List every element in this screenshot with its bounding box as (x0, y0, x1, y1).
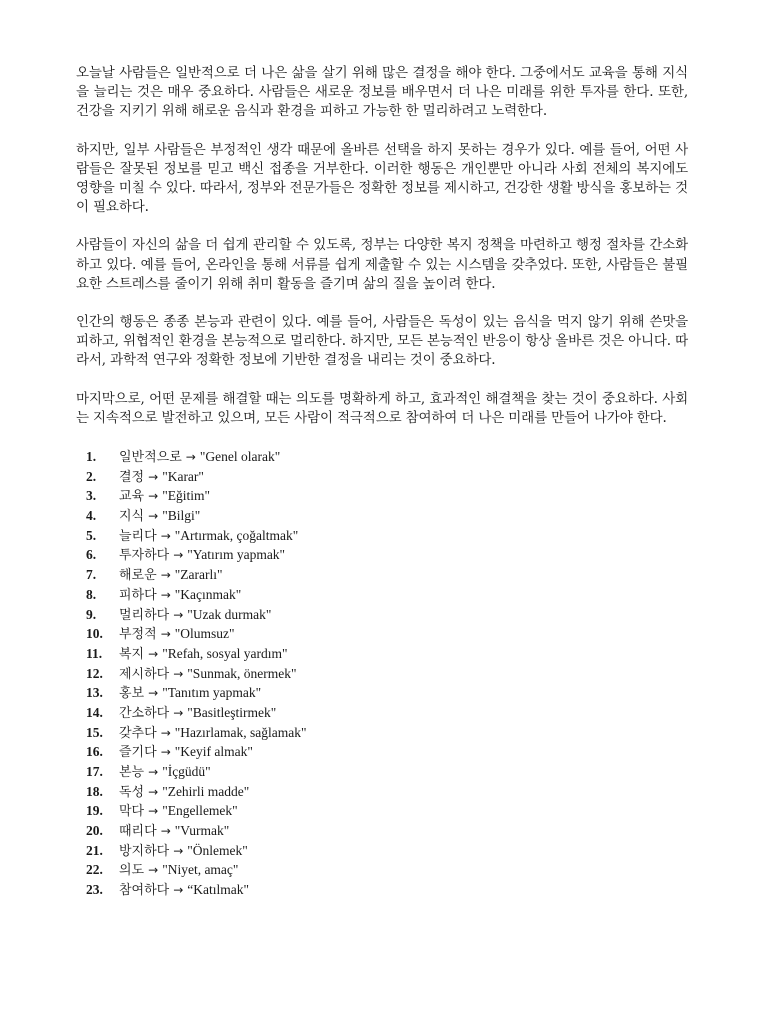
item-number: 10. (86, 626, 103, 642)
korean-term: 해로운 (119, 568, 157, 584)
turkish-translation: "Vurmak" (174, 823, 230, 839)
korean-term: 결정 (119, 469, 145, 485)
item-number: 8. (86, 586, 97, 602)
vocabulary-item (76, 486, 688, 506)
korean-term: 일반적으로 (119, 450, 182, 466)
turkish-translation: "Keyif almak" (174, 744, 253, 760)
vocabulary-item (76, 624, 688, 644)
korean-term: 참여하다 (119, 883, 170, 899)
item-number: 16. (86, 744, 103, 760)
korean-term: 늘리다 (119, 528, 157, 544)
vocabulary-item (76, 644, 688, 664)
item-number: 2. (86, 468, 97, 484)
paragraph-4: 인간의 행동은 종종 본능과 관련이 있다. 예를 들어, 사람들은 독성이 있는 음식을 먹지 않기 위해 쓴맛을 피하고, 위협적인 환경을 본능적으로 멀리한다. 하지만, 모든 본능적인 반응이 항상 올바른 것은 아니다. 따라서, 과학적 연구와 정확한 정보에 기반한 결정을 내리는 것이 중요하다. (76, 314, 688, 369)
arrow-right-icon: → (148, 784, 159, 799)
korean-term: 홍보 (119, 686, 145, 702)
vocabulary-list (76, 447, 688, 900)
korean-term: 방지하다 (119, 843, 170, 859)
item-number: 17. (86, 764, 103, 780)
korean-term: 의도 (119, 863, 145, 879)
korean-term: 갖추다 (119, 725, 157, 741)
paragraph-3: 사람들이 자신의 삶을 더 쉽게 관리할 수 있도록, 정부는 다양한 복지 정책을 마련하고 행정 절차를 간소화하고 있다. 예를 들어, 온라인을 통해 서류를 쉽게 제출할 수 있는 시스템을 갖추었다. 또한, 사람들은 불필요한 스트레스를 줄이기 위해 취미 활동을 즐기며 삶의 질을 높이려 한다. (76, 237, 688, 292)
korean-term: 멀리하다 (119, 607, 170, 623)
arrow-right-icon: → (148, 509, 159, 524)
arrow-right-icon: → (148, 489, 159, 504)
turkish-translation: “Katılmak" (187, 882, 250, 898)
item-number: 21. (86, 842, 103, 858)
arrow-right-icon: → (173, 883, 184, 898)
turkish-translation: "Zararlı" (174, 567, 223, 583)
vocabulary-item (76, 605, 688, 625)
item-number: 19. (86, 803, 103, 819)
turkish-translation: "Hazırlamak, sağlamak" (174, 724, 307, 740)
arrow-right-icon: → (173, 705, 184, 720)
vocabulary-item (76, 723, 688, 743)
vocabulary-item (76, 664, 688, 684)
turkish-translation: "Genel olarak" (199, 449, 281, 465)
arrow-right-icon: → (173, 548, 184, 563)
korean-term: 독성 (119, 784, 145, 800)
paragraph-2: 하지만, 일부 사람들은 부정적인 생각 때문에 올바른 선택을 하지 못하는 경우가 있다. 예를 들어, 어떤 사람들은 잘못된 정보를 믿고 백신 접종을 거부한다. 이러한 행동은 개인뿐만 아니라 사회 전체의 복지에도 영향을 미칠 수 있다. 따라서, 정부와 전문가들은 정확한 정보를 제시하고, 건강한 생활 방식을 홍보하는 것이 필요하다. (76, 141, 688, 216)
document-page (76, 64, 688, 900)
arrow-right-icon: → (148, 765, 159, 780)
turkish-translation: "Artırmak, çoğaltmak" (174, 527, 299, 543)
turkish-translation: "Uzak durmak" (187, 606, 272, 622)
vocabulary-item (76, 447, 688, 467)
arrow-right-icon: → (148, 646, 159, 661)
arrow-right-icon: → (173, 843, 184, 858)
essay-body (76, 64, 688, 428)
item-number: 7. (86, 567, 97, 583)
vocabulary-item (76, 585, 688, 605)
arrow-right-icon: → (160, 528, 171, 543)
vocabulary-item (76, 742, 688, 762)
vocabulary-item (76, 821, 688, 841)
turkish-translation: "Olumsuz" (174, 626, 235, 642)
vocabulary-item (76, 841, 688, 861)
turkish-translation: "Yatırım yapmak" (187, 547, 286, 563)
arrow-right-icon: → (148, 804, 159, 819)
turkish-translation: "Niyet, amaç" (162, 862, 239, 878)
vocabulary-item (76, 565, 688, 585)
item-number: 4. (86, 508, 97, 524)
item-number: 23. (86, 882, 103, 898)
korean-term: 즐기다 (119, 745, 157, 761)
item-number: 18. (86, 783, 103, 799)
vocabulary-item (76, 467, 688, 487)
vocabulary-item (76, 703, 688, 723)
vocabulary-item (76, 506, 688, 526)
item-number: 11. (86, 645, 103, 661)
item-number: 13. (86, 685, 103, 701)
turkish-translation: "Bilgi" (162, 508, 201, 524)
turkish-translation: "Refah, sosyal yardım" (162, 645, 288, 661)
vocabulary-item (76, 545, 688, 565)
turkish-translation: "Zehirli madde" (162, 783, 250, 799)
turkish-translation: "Tanıtım yapmak" (162, 685, 262, 701)
korean-term: 교육 (119, 489, 145, 505)
item-number: 3. (86, 488, 97, 504)
arrow-right-icon: → (173, 666, 184, 681)
vocabulary-item (76, 762, 688, 782)
item-number: 14. (86, 704, 103, 720)
vocabulary-item (76, 801, 688, 821)
korean-term: 제시하다 (119, 666, 170, 682)
arrow-right-icon: → (148, 863, 159, 878)
turkish-translation: "Sunmak, önermek" (187, 665, 297, 681)
turkish-translation: "Engellemek" (162, 803, 238, 819)
korean-term: 부정적 (119, 627, 157, 643)
vocabulary-item (76, 683, 688, 703)
item-number: 5. (86, 527, 97, 543)
item-number: 6. (86, 547, 97, 563)
vocabulary-item (76, 860, 688, 880)
turkish-translation: "Karar" (162, 468, 204, 484)
turkish-translation: "Basitleştirmek" (187, 704, 277, 720)
item-number: 12. (86, 665, 103, 681)
korean-term: 본능 (119, 765, 145, 781)
korean-term: 피하다 (119, 587, 157, 603)
item-number: 1. (86, 449, 97, 465)
item-number: 9. (86, 606, 97, 622)
korean-term: 투자하다 (119, 548, 170, 564)
turkish-translation: "Kaçınmak" (174, 586, 242, 602)
korean-term: 막다 (119, 804, 145, 820)
arrow-right-icon: → (185, 450, 196, 465)
korean-term: 간소하다 (119, 705, 170, 721)
korean-term: 지식 (119, 509, 145, 525)
arrow-right-icon: → (160, 587, 171, 602)
turkish-translation: "Önlemek" (187, 842, 248, 858)
arrow-right-icon: → (148, 469, 159, 484)
arrow-right-icon: → (160, 824, 171, 839)
paragraph-1: 오늘날 사람들은 일반적으로 더 나은 삶을 살기 위해 많은 결정을 해야 한다. 그중에서도 교육을 통해 지식을 늘리는 것은 매우 중요하다. 사람들은 새로운 정보를 배우면서 더 나은 미래를 위한 투자를 한다. 또한, 건강을 지키기 위해 해로운 음식과 환경을 피하고 가능한 한 멀리하려고 노력한다. (76, 65, 688, 120)
vocabulary-item (76, 526, 688, 546)
korean-term: 때리다 (119, 824, 157, 840)
arrow-right-icon: → (148, 686, 159, 701)
arrow-right-icon: → (160, 568, 171, 583)
arrow-right-icon: → (160, 627, 171, 642)
arrow-right-icon: → (173, 607, 184, 622)
turkish-translation: "Eğitim" (162, 488, 210, 504)
turkish-translation: "İçgüdü" (162, 764, 211, 780)
korean-term: 복지 (119, 646, 145, 662)
arrow-right-icon: → (160, 725, 171, 740)
arrow-right-icon: → (160, 745, 171, 760)
item-number: 22. (86, 862, 103, 878)
paragraph-5: 마지막으로, 어떤 문제를 해결할 때는 의도를 명확하게 하고, 효과적인 해결책을 찾는 것이 중요하다. 사회는 지속적으로 발전하고 있으며, 모든 사람이 적극적으로 참여하여 더 나은 미래를 만들어 나가야 한다. (76, 390, 688, 426)
vocabulary-item (76, 880, 688, 900)
vocabulary-item (76, 782, 688, 802)
item-number: 15. (86, 724, 103, 740)
item-number: 20. (86, 823, 103, 839)
